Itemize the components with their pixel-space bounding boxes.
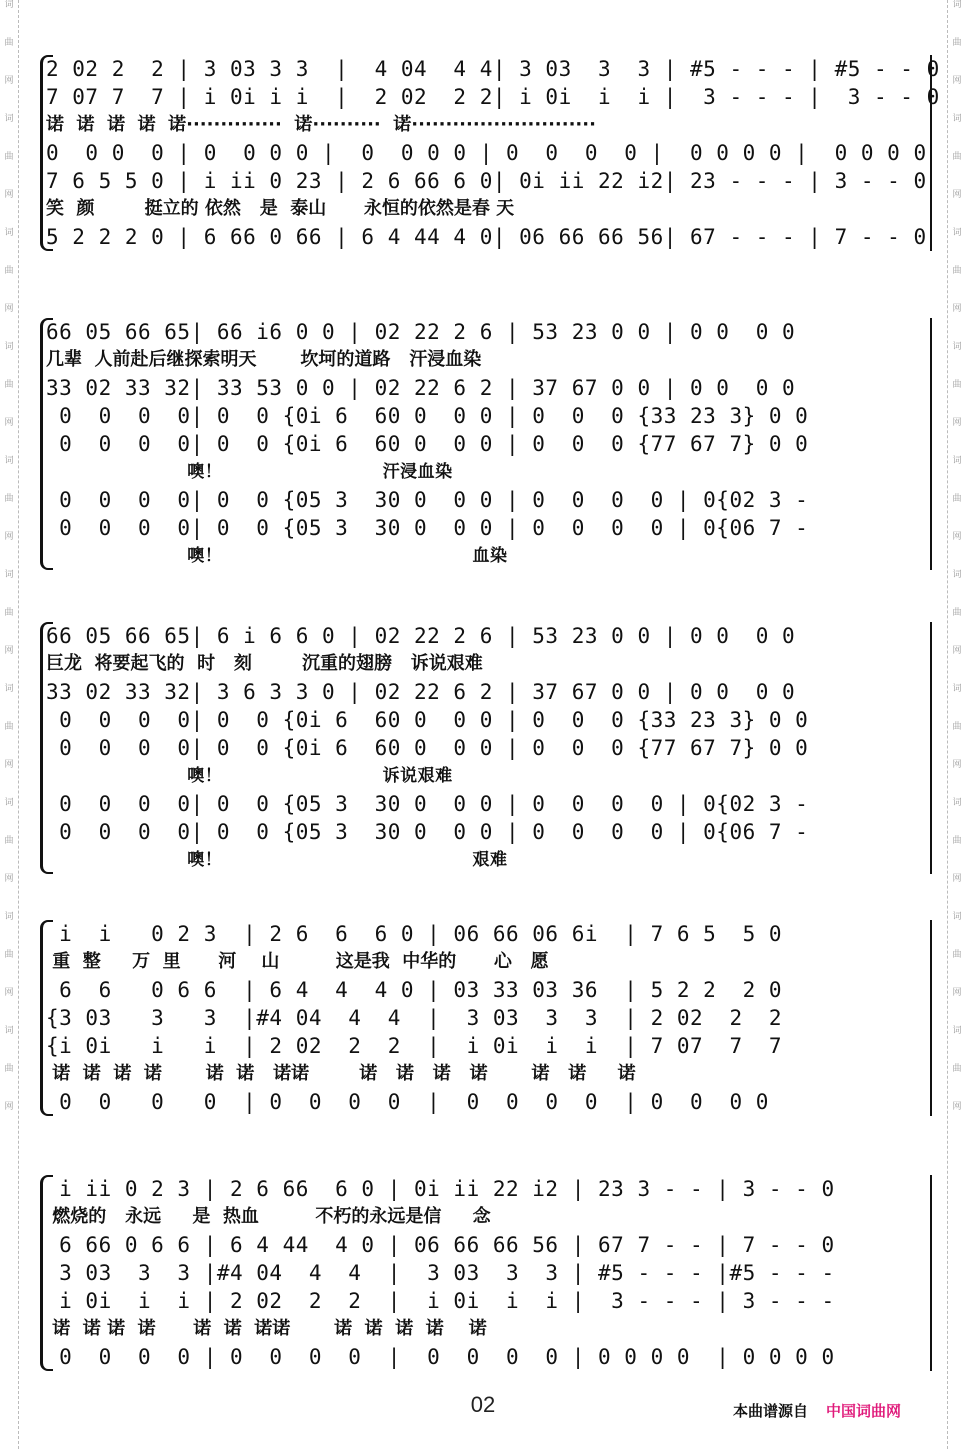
watermark-char: 网: [952, 304, 962, 314]
watermark-char: 词: [4, 1026, 14, 1036]
watermark-char: 曲: [4, 266, 14, 276]
watermark-char: 网: [952, 760, 962, 770]
right-watermark-strip: [947, 0, 966, 1449]
watermark-char: 词: [4, 798, 14, 808]
watermark-char: 网: [952, 190, 962, 200]
watermark-char: 曲: [952, 836, 962, 846]
watermark-char: 词: [952, 684, 962, 694]
notation-line: 6 6 0 6 6 | 6 4 4 4 0 | 03 33 03 36 | 5 2 2 2 0: [46, 978, 783, 1002]
watermark-char: 词: [952, 570, 962, 580]
page-number: 02: [470, 1392, 496, 1417]
watermark-char: 网: [4, 646, 14, 656]
system-end-barline: [930, 318, 932, 570]
lyric-line: 燃烧的 永远 是 热血 不朽的永远是信 念: [46, 1206, 491, 1227]
watermark-char: 网: [4, 760, 14, 770]
notation-line: 66 05 66 65| 6 i 6 6 0 | 02 22 2 6 | 53 23 0 0 | 0 0 0 0: [46, 624, 796, 648]
watermark-char: 网: [4, 76, 14, 86]
lyric-line: 噢！ 诉说艰难: [46, 766, 453, 786]
watermark-char: 曲: [4, 608, 14, 618]
notation-line: 33 02 33 32| 3 6 3 3 0 | 02 22 6 2 | 37 67 0 0 | 0 0 0 0: [46, 680, 796, 704]
source-site-link[interactable]: 中国词曲网: [826, 1402, 902, 1420]
lyric-line: 噢！ 汗浸血染: [46, 462, 453, 482]
score-system: [46, 622, 926, 874]
watermark-char: 网: [4, 418, 14, 428]
watermark-char: 网: [4, 874, 14, 884]
notation-line: 33 02 33 32| 33 53 0 0 | 02 22 6 2 | 37 67 0 0 | 0 0 0 0: [46, 376, 796, 400]
watermark-char: 词: [4, 684, 14, 694]
watermark-char: 曲: [4, 152, 14, 162]
watermark-char: 网: [4, 532, 14, 542]
watermark-char: 网: [952, 532, 962, 542]
watermark-char: 网: [952, 76, 962, 86]
watermark-char: 网: [952, 1102, 962, 1112]
notation-line: 2 02 2 2 | 3 03 3 3 | 4 04 4 4| 3 03 3 3 | #5 - - - | #5 - - 0: [46, 57, 940, 81]
lyric-line: 诺 诺 诺 诺 诺 诺 诺诺 诺 诺 诺 诺 诺 诺 诺: [46, 1063, 636, 1084]
lyric-line: 笑 颜 挺立的 依然 是 泰山 永恒的依然是春 天: [46, 198, 515, 219]
watermark-char: 曲: [952, 152, 962, 162]
watermark-char: 曲: [952, 266, 962, 276]
watermark-char: 词: [4, 228, 14, 238]
notation-line: 0 0 0 0| 0 0 {05 3 30 0 0 0 | 0 0 0 0 | 0{02 3 -: [46, 792, 809, 816]
lyric-line: 重 整 万 里 河 山 这是我 中华的 心 愿: [46, 951, 549, 972]
notation-line: 0 0 0 0 | 0 0 0 0 | 0 0 0 0 | 0 0 0 0 | 0 0 0 0: [46, 1345, 835, 1369]
watermark-char: 网: [952, 874, 962, 884]
score-system: [46, 1175, 926, 1371]
watermark-char: 曲: [4, 950, 14, 960]
watermark-char: 网: [952, 646, 962, 656]
notation-line: 7 6 5 5 0 | i ii 0 23 | 2 6 66 6 0| 0i ii 22 i2| 23 - - - | 3 - - 0: [46, 169, 927, 193]
watermark-char: 曲: [952, 494, 962, 504]
notation-line: i ii 0 2 3 | 2 6 66 6 0 | 0i ii 22 i2 | 23 3 - - | 3 - - 0: [46, 1177, 835, 1201]
watermark-char: 词: [952, 1026, 962, 1036]
notation-line: {i 0i i i | 2 02 2 2 | i 0i i i | 7 07 7 7: [46, 1034, 783, 1058]
watermark-char: 曲: [952, 722, 962, 732]
notation-line: i i 0 2 3 | 2 6 6 6 0 | 06 66 06 6i | 7 6 5 5 0: [46, 922, 783, 946]
watermark-char: 网: [4, 1102, 14, 1112]
watermark-char: 词: [4, 114, 14, 124]
notation-line: 66 05 66 65| 66 i6 0 0 | 02 22 2 6 | 53 23 0 0 | 0 0 0 0: [46, 320, 796, 344]
notation-line: 6 66 0 6 6 | 6 4 44 4 0 | 06 66 66 56 | 67 7 - - | 7 - - 0: [46, 1233, 835, 1257]
watermark-char: 曲: [4, 494, 14, 504]
watermark-char: 词: [952, 798, 962, 808]
watermark-char: 词: [952, 456, 962, 466]
lyric-line: 噢！ 血染: [46, 546, 508, 566]
lyric-line: 诺 诺 诺 诺 诺·············· 诺·········· 诺···························: [46, 114, 596, 135]
notation-line: 7 07 7 7 | i 0i i i | 2 02 2 2| i 0i i i | 3 - - - | 3 - - 0: [46, 85, 940, 109]
lyric-line: 诺 诺 诺 诺 诺 诺 诺诺 诺 诺 诺 诺 诺: [46, 1318, 487, 1339]
watermark-char: 词: [952, 912, 962, 922]
watermark-char: 词: [4, 456, 14, 466]
notation-line: 0 0 0 0 | 0 0 0 0 | 0 0 0 0 | 0 0 0 0 | 0 0 0 0 | 0 0 0 0: [46, 141, 927, 165]
watermark-char: 网: [952, 418, 962, 428]
system-end-barline: [930, 920, 932, 1116]
watermark-char: 网: [4, 190, 14, 200]
system-end-barline: [930, 1175, 932, 1371]
watermark-char: 网: [952, 988, 962, 998]
watermark-char: 曲: [952, 38, 962, 48]
watermark-char: 曲: [952, 950, 962, 960]
watermark-char: 曲: [4, 1064, 14, 1074]
watermark-char: 词: [4, 0, 14, 10]
watermark-char: 词: [952, 114, 962, 124]
watermark-char: 词: [4, 570, 14, 580]
lyric-line: 巨龙 将要起飞的 时 刻 沉重的翅膀 诉说艰难: [46, 653, 483, 674]
notation-line: 0 0 0 0| 0 0 {05 3 30 0 0 0 | 0 0 0 0 | 0{06 7 -: [46, 820, 809, 844]
watermark-char: 曲: [4, 722, 14, 732]
notation-line: 0 0 0 0| 0 0 {0i 6 60 0 0 0 | 0 0 0 {77 67 7} 0 0: [46, 736, 809, 760]
watermark-char: 网: [4, 988, 14, 998]
notation-line: 0 0 0 0| 0 0 {0i 6 60 0 0 0 | 0 0 0 {77 67 7} 0 0: [46, 432, 809, 456]
watermark-char: 词: [952, 228, 962, 238]
watermark-char: 曲: [952, 608, 962, 618]
notation-line: 0 0 0 0| 0 0 {05 3 30 0 0 0 | 0 0 0 0 | 0{06 7 -: [46, 516, 809, 540]
watermark-char: 曲: [952, 1064, 962, 1074]
score-system: [46, 55, 940, 251]
watermark-char: 曲: [4, 380, 14, 390]
watermark-char: 词: [952, 0, 962, 10]
left-watermark-strip: [0, 0, 19, 1449]
notation-line: i 0i i i | 2 02 2 2 | i 0i i i | 3 - - - | 3 - - -: [46, 1289, 835, 1313]
notation-line: 0 0 0 0 | 0 0 0 0 | 0 0 0 0 | 0 0 0 0: [46, 1090, 769, 1114]
score-system: [46, 920, 926, 1116]
notation-line: 0 0 0 0| 0 0 {0i 6 60 0 0 0 | 0 0 0 {33 23 3} 0 0: [46, 708, 809, 732]
notation-line: 5 2 2 2 0 | 6 66 0 66 | 6 4 44 4 0| 06 66 66 56| 67 - - - | 7 - - 0: [46, 225, 927, 249]
watermark-char: 网: [4, 304, 14, 314]
notation-line: 3 03 3 3 |#4 04 4 4 | 3 03 3 3 | #5 - - - |#5 - - -: [46, 1261, 835, 1285]
notation-line: 0 0 0 0| 0 0 {0i 6 60 0 0 0 | 0 0 0 {33 23 3} 0 0: [46, 404, 809, 428]
system-end-barline: [930, 622, 932, 874]
score-system: [46, 318, 926, 570]
lyric-line: 几辈 人前赴后继探索明天 坎坷的道路 汗浸血染: [46, 349, 482, 370]
watermark-char: 曲: [952, 380, 962, 390]
lyric-line: 噢！ 艰难: [46, 850, 508, 870]
source-note: [733, 1400, 901, 1421]
watermark-char: 词: [4, 912, 14, 922]
watermark-char: 曲: [4, 38, 14, 48]
watermark-char: 曲: [4, 836, 14, 846]
notation-line: 0 0 0 0| 0 0 {05 3 30 0 0 0 | 0 0 0 0 | 0{02 3 -: [46, 488, 809, 512]
notation-line: {3 03 3 3 |#4 04 4 4 | 3 03 3 3 | 2 02 2 2: [46, 1006, 783, 1030]
watermark-char: 词: [4, 342, 14, 352]
watermark-char: 词: [952, 342, 962, 352]
source-label: 本曲谱源自: [733, 1402, 809, 1420]
